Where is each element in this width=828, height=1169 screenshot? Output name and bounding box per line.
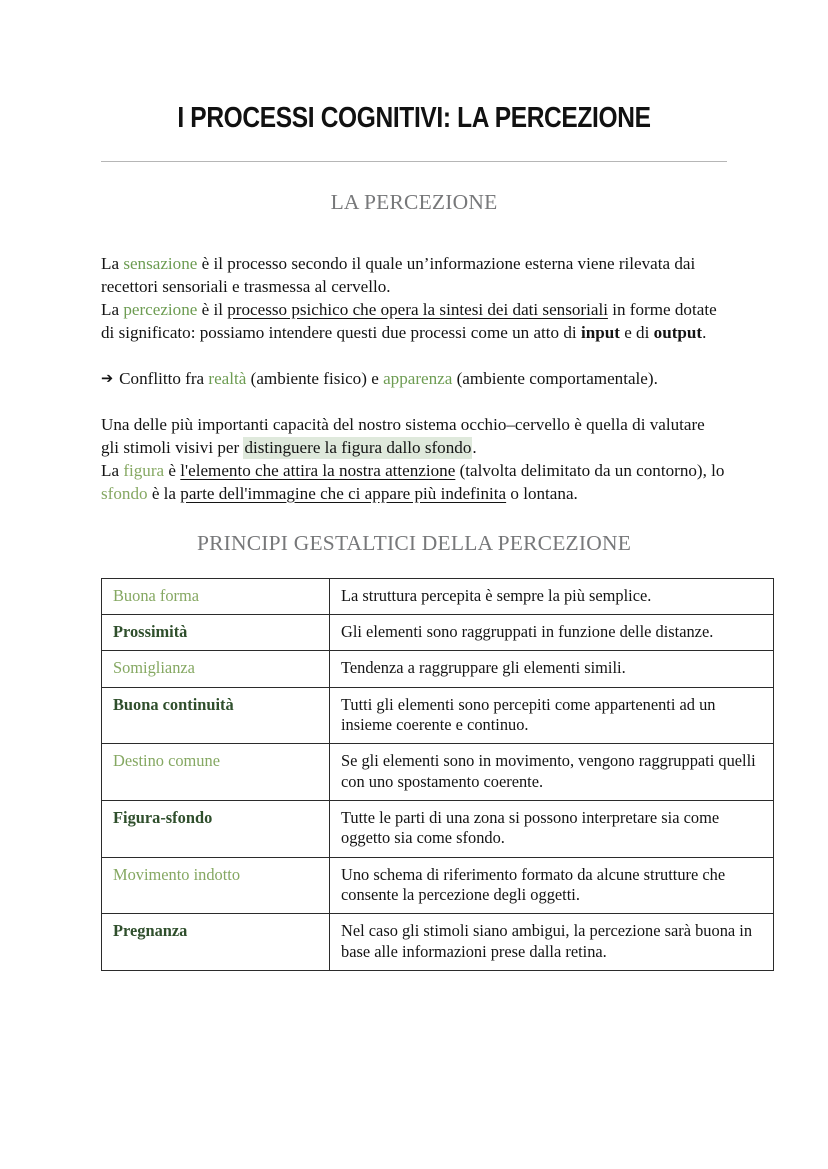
text-fragment: . [702,322,707,342]
text-fragment: (talvolta delimitato da un contorno), lo [455,461,725,481]
text-fragment: (ambiente fisico) e [246,368,384,388]
keyword-apparenza: apparenza [383,368,453,388]
table-cell-term [102,801,330,858]
table-cell-term [102,744,330,801]
principle-description: Tendenza a raggruppare gli elementi simili. [341,658,626,678]
principle-description: Nel caso gli stimoli siano ambigui, la percezione sarà buona in base alle informazioni prese dalla retina. [341,921,753,961]
text-fragment: è [164,461,181,481]
arrow-right-icon: ➔ [101,370,114,387]
principle-term: Prossimità [113,622,188,641]
principle-description: Uno schema di riferimento formato da alcune strutture che consente la percezione degli oggetti. [341,864,726,905]
bold-output: output [653,322,703,342]
keyword-realta: realtà [208,368,247,388]
principle-term: Buona forma [113,585,200,605]
text-fragment: e di [619,322,654,342]
text-fragment: Una delle più importanti capacità del nostro sistema occhio–cervello è quella di valutare gli stimoli visivi per [101,415,705,458]
text-fragment: è la [147,483,181,503]
text-fragment: o lontana. [506,483,578,503]
table-cell-description [330,914,774,971]
principle-description: Gli elementi sono raggruppati in funzione delle distanze. [341,622,714,641]
gestalt-principles-table [101,578,774,971]
table-row [102,744,774,801]
principle-term: Buona continuità [113,694,234,714]
text-fragment: Conflitto fra [119,368,209,388]
principle-term: Destino comune [113,751,220,771]
table-cell-description [330,615,774,651]
table-cell-description [330,578,774,614]
table-row [102,651,774,687]
text-fragment: La [101,299,124,319]
table-row [102,578,774,614]
paragraph-sensazione [101,253,727,299]
table-cell-description [330,801,774,858]
table-cell-term [102,687,330,744]
table-cell-term [102,578,330,614]
text-fragment: è il processo secondo il quale un’informazione esterna viene rilevata dai recettori sensoriali e trasmessa al cervello. [101,254,696,297]
paragraph-figura-sfondo-intro [101,414,727,460]
table-row [102,857,774,914]
principle-term: Pregnanza [113,921,188,941]
paragraph-figura-sfondo [101,460,727,506]
paragraph-percezione [101,299,727,345]
table-cell-term [102,651,330,687]
principle-description: Tutte le parti di una zona si possono interpretare sia come oggetto sia come sfondo. [341,808,720,848]
page-title: I PROCESSI COGNITIVI: LA PERCEZIONE [177,102,651,134]
text-fragment: è il [197,299,228,319]
principle-description: La struttura percepita è sempre la più semplice. [341,585,652,605]
table-row [102,615,774,651]
text-fragment: in forme dotate di significato: possiamo intendere questi due processi come un atto di [101,299,717,342]
keyword-percezione: percezione [123,299,198,319]
section-heading-percezione: LA PERCEZIONE [330,190,498,215]
table-cell-term [102,615,330,651]
keyword-sensazione: sensazione [123,254,198,274]
underlined-figura-def: l'elemento che attira la nostra attenzione [180,461,456,481]
table-row [102,914,774,971]
keyword-figura: figura [123,461,165,481]
bullet-conflitto [101,368,727,391]
principle-term: Somiglianza [113,658,195,678]
highlight-distinguere: distinguere la figura dallo sfondo [244,438,472,458]
table-cell-description [330,687,774,744]
principle-term: Figura-sfondo [113,808,213,828]
underlined-sfondo-def: parte dell'immagine che ci appare più indefinita [180,483,507,503]
table-cell-term [102,857,330,914]
table-row [102,801,774,858]
table-row [102,687,774,744]
principle-description: Tutti gli elementi sono percepiti come appartenenti ad un insieme coerente e continuo. [341,694,716,735]
table-cell-description [330,857,774,914]
text-fragment: . [472,438,477,458]
section-heading-principi: PRINCIPI GESTALTICI DELLA PERCEZIONE [196,530,632,555]
text-fragment: (ambiente comportamentale). [452,368,658,388]
underlined-definition: processo psichico che opera la sintesi dei dati sensoriali [227,299,608,319]
table-cell-description [330,744,774,801]
text-fragment: La [101,461,124,481]
table-cell-term [102,914,330,971]
text-fragment: La [101,254,124,274]
principle-term: Movimento indotto [113,864,241,884]
table-body [102,578,774,970]
keyword-sfondo: sfondo [101,483,148,503]
bold-input: input [580,322,620,342]
table-cell-description [330,651,774,687]
principle-description: Se gli elementi sono in movimento, vengono raggruppati quelli con uno spostamento coerente. [341,751,756,791]
